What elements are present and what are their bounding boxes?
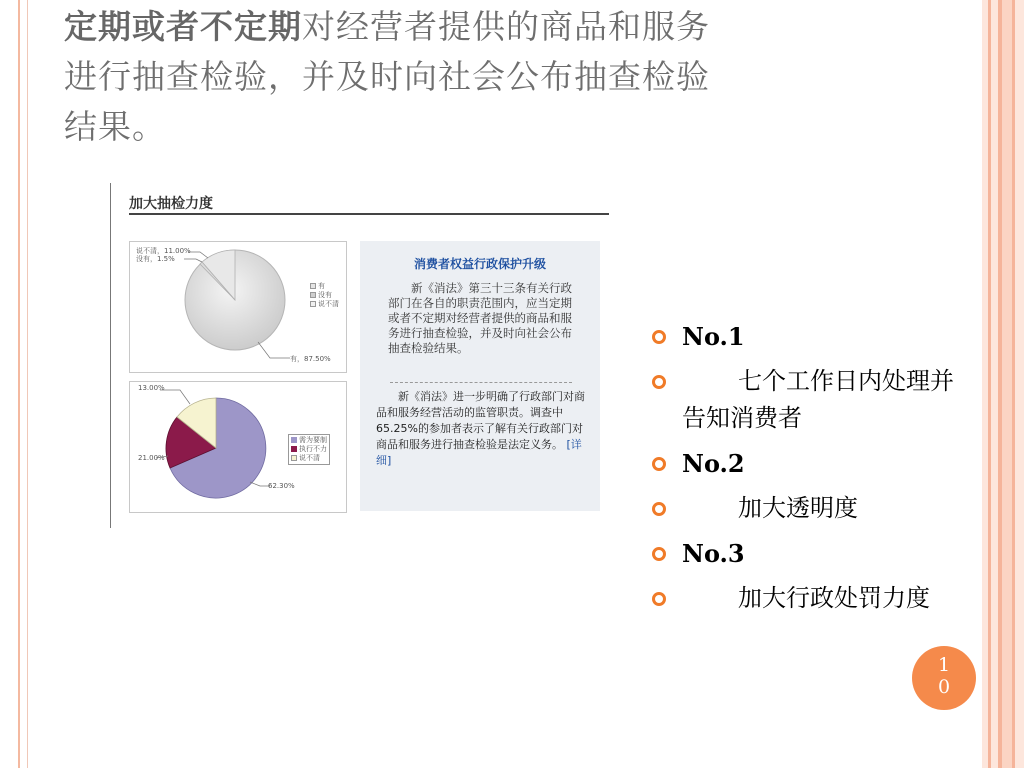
bullet-item-no3: No.3 xyxy=(650,535,970,572)
title-rest-line1: 对经营者提供的商品和服务 xyxy=(302,7,710,46)
side-news-box xyxy=(360,241,600,511)
pie-chart-panel-1 xyxy=(129,241,347,373)
bullet-item-text3: 加大行政处罚力度 xyxy=(650,580,970,617)
side-box-body-2: 新《消法》进一步明确了行政部门对商品和服务经营活动的监管职责。调查中65.25%的参加者表示了解有关行政部门对商品和服务进行抽查检验是法定义务。 [详细] xyxy=(376,390,585,467)
bullet-list xyxy=(650,318,970,625)
title-bold-phrase: 定期或者不定期 xyxy=(64,7,302,46)
page-number-digit-2: 0 xyxy=(937,676,951,698)
pie2-legend xyxy=(288,434,330,465)
bullet-circle-icon xyxy=(652,330,666,344)
pie2-legend-item: 说不清 xyxy=(291,454,327,463)
slide-title xyxy=(64,2,894,152)
bullet-circle-icon xyxy=(652,547,666,561)
title-line3: 结果。 xyxy=(64,107,166,146)
figure-heading: 加大抽检力度 xyxy=(129,196,213,212)
pie1-label-yes: 有，87.50% xyxy=(290,355,331,363)
bullet-item-no2: No.2 xyxy=(650,445,970,482)
pie1-label-no: 没有，1.5% xyxy=(136,255,175,263)
pie2-label-right: 62.30% xyxy=(268,482,295,490)
pie1-legend-item: 有 xyxy=(310,282,339,291)
left-decorative-stripe xyxy=(0,0,28,768)
bullet-circle-icon xyxy=(652,457,666,471)
bullet-circle-icon xyxy=(652,502,666,516)
pie-chart-panel-2 xyxy=(129,381,347,513)
side-box-title: 消费者权益行政保护升级 xyxy=(413,257,546,271)
bullet-circle-icon xyxy=(652,375,666,389)
pie1-legend-item: 说不清 xyxy=(310,300,339,309)
news-figure-image xyxy=(110,183,610,528)
pie2-label-left: 21.00% xyxy=(138,454,165,462)
figure-heading-rule xyxy=(129,213,609,215)
pie2-legend-item: 需为要制 xyxy=(291,436,327,445)
pie1-legend xyxy=(310,282,339,309)
pie1-legend-item: 没有 xyxy=(310,291,339,300)
side-box-body-1: 新《消法》第三十三条有关行政部门在各自的职责范围内，应当定期或者不定期对经营者提供的商品和服务进行抽查检验，并及时向社会公布抽查检验结果。 xyxy=(388,281,572,355)
page-number-digit-1: 1 xyxy=(937,654,951,676)
pie2-legend-item: 执行不力 xyxy=(291,445,327,454)
bullet-circle-icon xyxy=(652,592,666,606)
title-line2: 进行抽查检验，并及时向社会公布抽查检验 xyxy=(64,57,710,96)
details-link[interactable]: [详细] xyxy=(376,438,582,467)
bullet-item-text2: 加大透明度 xyxy=(650,490,970,527)
bullet-item-text1: 七个工作日内处理并告知消费者 xyxy=(650,363,970,437)
pie2-label-top: 13.00% xyxy=(138,384,165,392)
side-box-divider xyxy=(390,382,572,383)
bullet-item-no1: No.1 xyxy=(650,318,970,355)
page-number-badge xyxy=(912,646,976,710)
pie1-label-unclear: 说不清，11.00% xyxy=(136,247,191,255)
right-decorative-stripes xyxy=(982,0,1024,768)
